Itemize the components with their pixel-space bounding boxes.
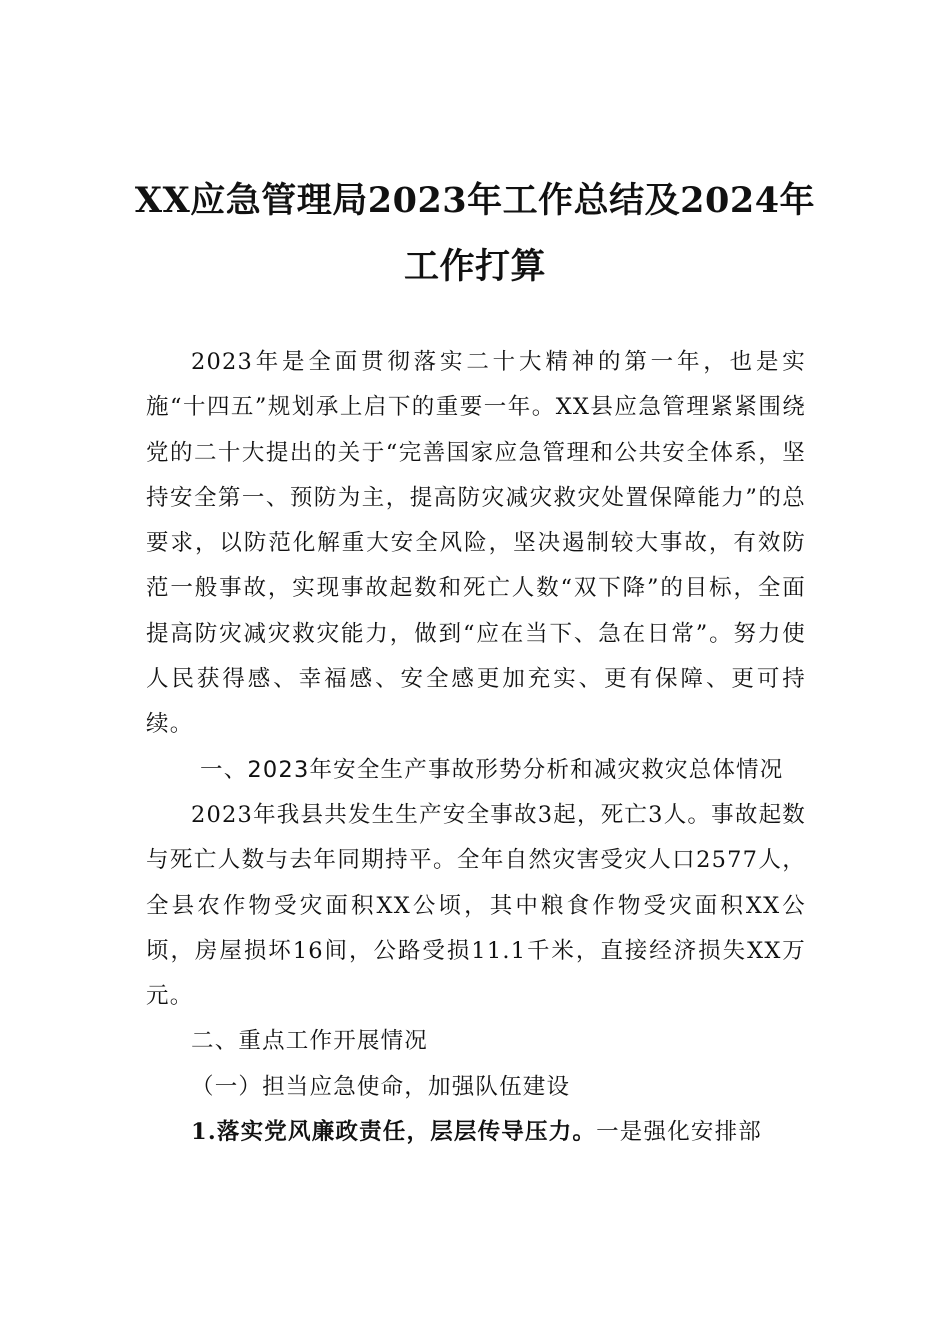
section-1-paragraph: 2023年我县共发生生产安全事故3起，死亡3人。事故起数与死亡人数与去年同期持平。全年自然灾害受灾人口2577人，全县农作物受灾面积XX公顷，其中粮食作物受灾面积XX公顷，房屋损坏16间，公路受损11.1千米，直接经济损失XX万元。 bbox=[146, 801, 806, 1010]
item-1-text: 一是强化安排部 bbox=[596, 1119, 762, 1146]
item-1-paragraph bbox=[146, 1110, 806, 1155]
intro-paragraph: 2023年是全面贯彻落实二十大精神的第一年，也是实施“十四五”规划承上启下的重要一年。XX县应急管理紧紧围绕党的二十大提出的关于“完善国家应急管理和公共安全体系，坚持安全第一、预防为主，提高防灾减灾救灾处置保障能力”的总要求，以防范化解重大安全风险，坚决遏制较大事故，有效防范一般事故，实现事故起数和死亡人数“双下降”的目标，全面提高防灾减灾救灾能力，做到“应在当下、急在日常”。努力使人民获得感、幸福感、安全感更加充实、更有保障、更可持续。 bbox=[146, 349, 806, 738]
document-title bbox=[130, 168, 820, 300]
subsection-1-heading: （一）担当应急使命，加强队伍建设 bbox=[191, 1073, 571, 1100]
section-2-heading: 二、重点工作开展情况 bbox=[191, 1028, 429, 1055]
title-line-2: 工作打算 bbox=[403, 246, 546, 287]
title-line-1: XX应急管理局2023年工作总结及2024年 bbox=[134, 180, 816, 221]
item-1-lead: 1.落实党风廉政责任，层层传导压力。 bbox=[191, 1119, 597, 1146]
section-1-heading: 一、2023年安全生产事故形势分析和减灾救灾总体情况 bbox=[200, 756, 784, 783]
document-body bbox=[146, 340, 806, 1155]
